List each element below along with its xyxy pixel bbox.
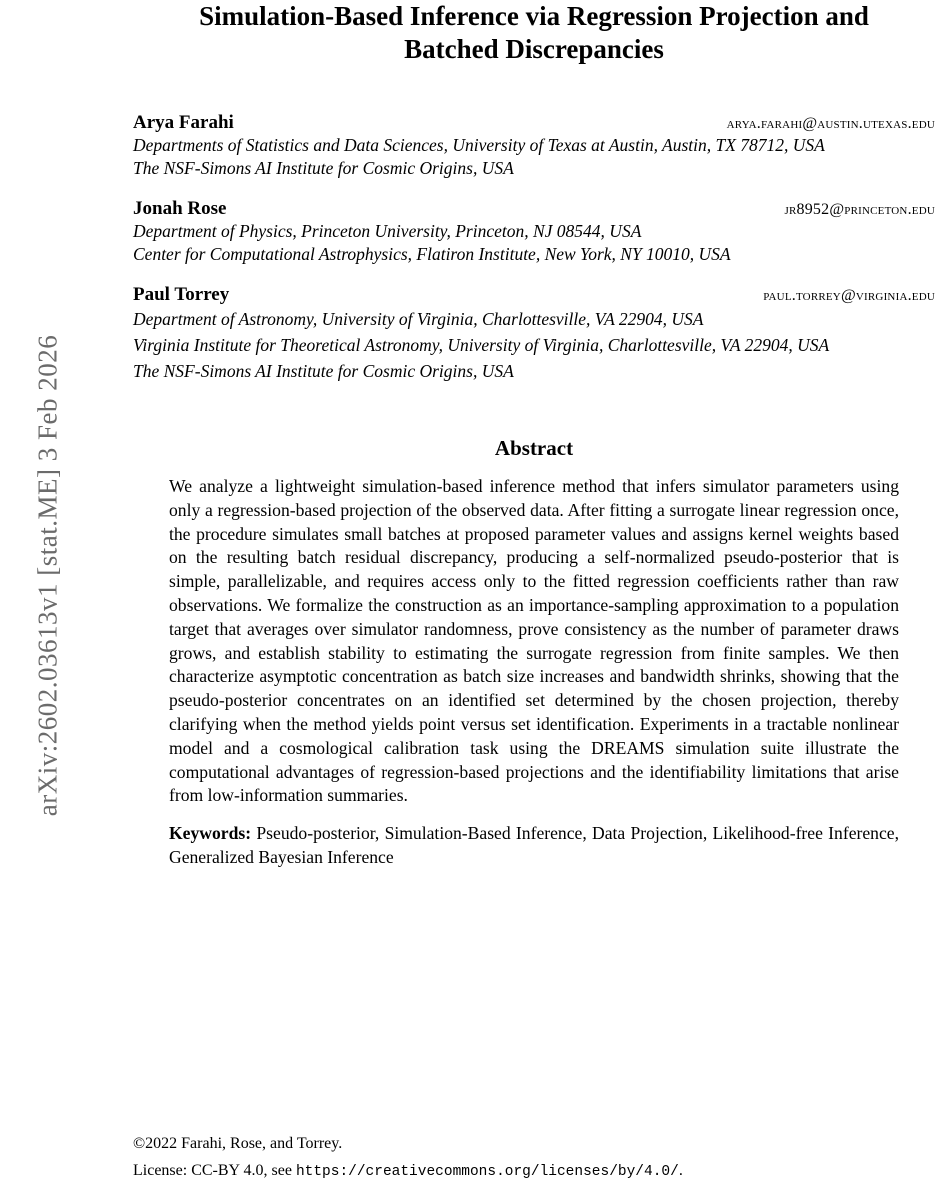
abstract-heading: Abstract [494, 436, 574, 460]
arxiv-identifier-stamp: arXiv:2602.03613v1 [stat.ME] 3 Feb 2026 [32, 334, 63, 817]
author-email[interactable]: jr8952@princeton.edu [784, 201, 935, 218]
keywords-label: Keywords: [169, 823, 252, 844]
author-affiliation: Departments of Statistics and Data Sciences, University of Texas at Austin, Austin, TX 78712, USA [133, 135, 825, 155]
author-affiliation: Center for Computational Astrophysics, Flatiron Institute, New York, NY 10010, USA [133, 244, 731, 264]
author-block-1 [133, 112, 935, 180]
license-link[interactable]: https://creativecommons.org/licenses/by/4.0/ [295, 1164, 679, 1180]
abstract-body: We analyze a lightweight simulation-based inference method that infers simulator parameters using only a regression-based projection of the observed data. After fitting a surrogate linear regression once, the procedure simulates small batches at proposed parameter values and assigns kernel weights based on the resulting batch residual discrepancy, producing a self-normalized pseudo-posterior that is simple, parallelizable, and requires access only to the fitted regression coefficients rather than raw observations. We formalize the construction as an importance-sampling approximation to a population target that averages over simulator randomness, prove consistency as the number of parameter draws grows, and establish stability to estimating the surrogate regression from finite samples. We then characterize asymptotic concentration as batch size increases and bandwidth shrinks, showing that the pseudo-posterior concentrates on an identified set determined by the chosen projection, thereby clarifying when the method yields point versus set identification. Experiments in a tractable nonlinear model and a cosmological calibration task using the DREAMS simulation suite illustrate the computational advantages of regression-based projections and the identifiability limitations that arise from low-information summaries. [169, 476, 899, 806]
author-email[interactable]: paul.torrey@virginia.edu [763, 287, 935, 304]
author-block-2 [133, 198, 935, 266]
copyright-icon: © [133, 1135, 146, 1152]
license-line [133, 1159, 935, 1184]
author-affiliation: The NSF-Simons AI Institute for Cosmic Origins, USA [133, 361, 514, 381]
copyright-line [133, 1132, 935, 1156]
page-footer [133, 1132, 935, 1184]
author-name: Paul Torrey [133, 284, 230, 305]
author-header-1 [133, 112, 935, 134]
author-header-3 [133, 284, 935, 306]
title-line-2: Batched Discrepancies [404, 34, 664, 64]
keywords-text: Pseudo-posterior, Simulation-Based Inference, Data Projection, Likelihood-free Inference, Generalized Bayesian Inference [169, 823, 899, 867]
author-affiliation: Virginia Institute for Theoretical Astronomy, University of Virginia, Charlottesville, VA 22904, USA [133, 335, 830, 355]
license-suffix: . [678, 1162, 683, 1179]
author-affiliation: Department of Astronomy, University of Virginia, Charlottesville, VA 22904, USA [133, 309, 704, 329]
title-line-1: Simulation-Based Inference via Regression Projection and [199, 1, 869, 31]
author-list [133, 112, 935, 384]
paper-content [133, 0, 935, 870]
author-email[interactable]: arya.farahi@austin.utexas.edu [726, 115, 935, 132]
author-affiliation: Department of Physics, Princeton University, Princeton, NJ 08544, USA [133, 221, 642, 241]
author-affiliation: The NSF-Simons AI Institute for Cosmic Origins, USA [133, 158, 514, 178]
keywords-section [169, 822, 899, 870]
author-header-2 [133, 198, 935, 220]
author-block-3 [133, 284, 935, 384]
license-prefix: License: CC-BY 4.0, see [133, 1162, 296, 1179]
author-name: Arya Farahi [133, 112, 234, 133]
copyright-text: 2022 Farahi, Rose, and Torrey. [145, 1135, 343, 1152]
author-name: Jonah Rose [133, 198, 227, 219]
page-title [133, 0, 935, 66]
